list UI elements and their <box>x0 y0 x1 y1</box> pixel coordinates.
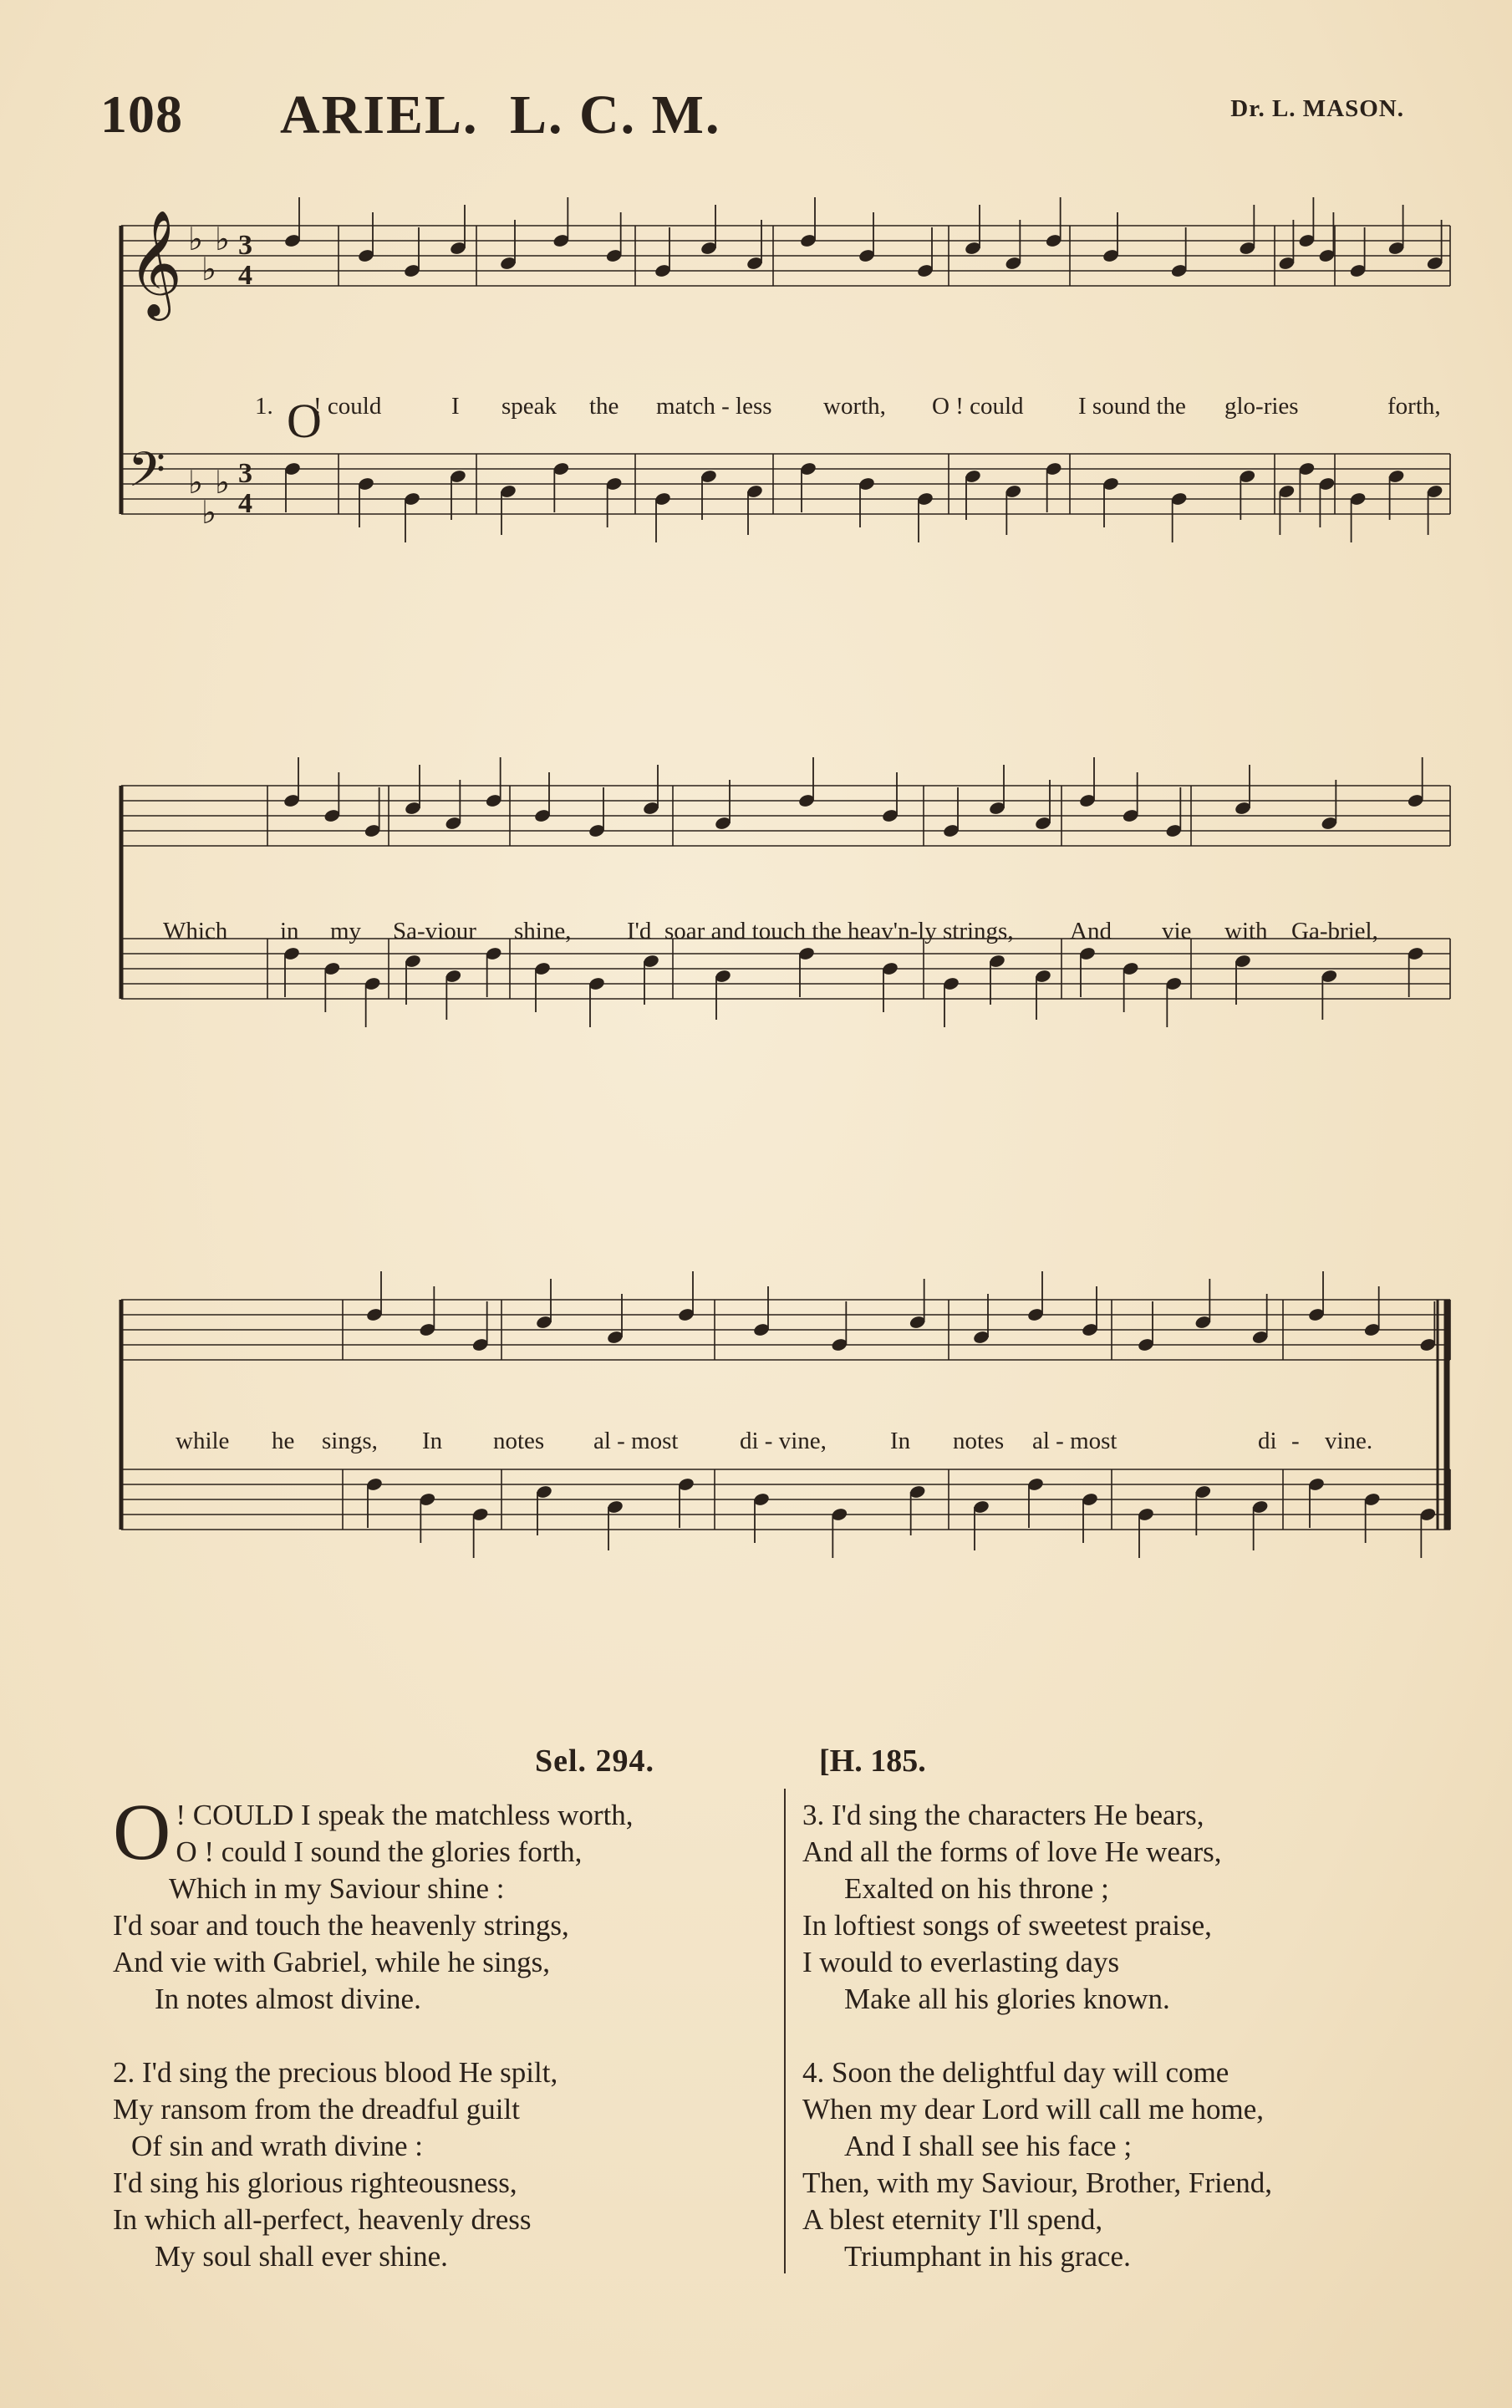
lyric-word: speak <box>501 393 557 420</box>
flat-icon: ♭ <box>201 250 216 288</box>
lyric-word: 1. <box>255 393 273 420</box>
stanza-column-left <box>113 1787 773 2312</box>
stanza-line: Exalted on his throne ; <box>844 1872 1109 1905</box>
stanza-line: Of sin and wrath divine : <box>131 2130 423 2162</box>
lyric-line-3 <box>113 1428 1459 1469</box>
stanza-line: A blest eternity I'll spend, <box>802 2203 1103 2236</box>
music-system-2 <box>113 736 1459 1120</box>
stanza-line: And all the forms of love He wears, <box>802 1835 1222 1868</box>
stanza-line: O ! could I sound the glories forth, <box>176 1835 583 1868</box>
stanza-2 <box>113 2054 773 2275</box>
stanza-line: When my dear Lord will call me home, <box>802 2093 1265 2125</box>
stanza-line: Triumphant in his grace. <box>844 2240 1131 2273</box>
selection-number: Sel. 294. <box>535 1744 655 1779</box>
time-signature-bottom: 4 <box>238 488 252 519</box>
stanza-line: In loftiest songs of sweetest praise, <box>802 1909 1212 1942</box>
lyric-word: shine, <box>514 918 572 944</box>
lyric-word: O ! could <box>932 393 1024 420</box>
lyric-word: di - vine, <box>740 1428 827 1454</box>
stanza-4 <box>802 2054 1463 2275</box>
stanza-line: 3. I'd sing the characters He bears, <box>802 1799 1204 1831</box>
stanza-line: In notes almost divine. <box>155 1983 421 2015</box>
time-signature-top: 3 <box>238 458 252 489</box>
lyric-word: ! could <box>313 393 382 420</box>
lyric-word: notes <box>953 1428 1005 1454</box>
lyric-word: the <box>589 393 619 420</box>
lyric-word: with <box>1224 918 1268 944</box>
stanza-line: And vie with Gabriel, while he sings, <box>113 1946 550 1978</box>
time-signature-bottom: 4 <box>238 260 252 291</box>
stanza-line: In which all-perfect, heavenly dress <box>113 2203 532 2236</box>
composer: Dr. L. MASON. <box>1230 95 1404 122</box>
stanza-3 <box>802 1797 1463 2018</box>
lyric-word: vine. <box>1325 1428 1373 1454</box>
stanza-line: 4. Soon the delightful day will come <box>802 2056 1229 2089</box>
column-divider <box>784 1789 786 2273</box>
lyric-word: O <box>287 394 322 448</box>
music-system-3 <box>113 1254 1459 1655</box>
stanza-line: My ransom from the dreadful guilt <box>113 2093 520 2125</box>
lyric-word: And <box>1070 918 1112 944</box>
stanza-line: Make all his glories known. <box>844 1983 1170 2015</box>
lyric-word: sings, <box>322 1428 378 1454</box>
lyric-word: Which <box>163 918 228 944</box>
lyric-word: al - most <box>1032 1428 1117 1454</box>
lyric-word: In <box>890 1428 911 1454</box>
lyric-word: notes <box>493 1428 545 1454</box>
stanza-line: And I shall see his face ; <box>844 2130 1133 2162</box>
lyric-word: Sa-viour <box>393 918 476 944</box>
lyric-word: In <box>422 1428 443 1454</box>
lyric-word: Ga-briel, <box>1291 918 1378 944</box>
flat-icon: ♭ <box>188 463 203 501</box>
stanza-line: I'd sing his glorious righteousness, <box>113 2166 517 2199</box>
stanza-line: I'd soar and touch the heavenly strings, <box>113 1909 569 1942</box>
treble-clef-icon: 𝄞 <box>128 209 183 316</box>
flat-icon: ♭ <box>215 220 230 257</box>
hymnbook-reference: [H. 185. <box>819 1744 926 1779</box>
lyric-word: al - most <box>593 1428 679 1454</box>
stanza-column-right <box>802 1797 1463 2312</box>
lyric-word: match - less <box>656 393 772 420</box>
flat-icon: ♭ <box>188 220 203 257</box>
tune-title: ARIEL. <box>280 84 479 145</box>
meter: L. C. M. <box>510 84 721 145</box>
music-system-1 <box>113 184 1459 619</box>
lyric-word: I <box>451 393 460 420</box>
flat-icon: ♭ <box>215 463 230 501</box>
stanza-line: I would to everlasting days <box>802 1946 1120 1978</box>
lyric-word: vie <box>1162 918 1192 944</box>
stanza-line: ! COULD I speak the matchless worth, <box>176 1799 634 1831</box>
page-number: 108 <box>100 84 183 144</box>
lyric-word: he <box>272 1428 295 1454</box>
lyric-word: worth, <box>823 393 886 420</box>
lyric-word: I'd <box>627 918 652 944</box>
lyric-line-2 <box>113 918 1459 960</box>
lyric-word: glo-ries <box>1224 393 1299 420</box>
time-signature-top: 3 <box>238 230 252 261</box>
lyric-word: my <box>330 918 362 944</box>
lyric-word: I sound the <box>1078 393 1186 420</box>
page-header <box>100 84 1404 150</box>
lyric-line-1 <box>113 393 1459 448</box>
stanza-1 <box>113 1787 773 2018</box>
lyric-word: forth, <box>1387 393 1441 420</box>
flat-icon: ♭ <box>201 493 216 531</box>
bass-clef-icon: 𝄢 <box>128 441 166 510</box>
lyric-word: while <box>176 1428 230 1454</box>
stanza-line: 2. I'd sing the precious blood He spilt, <box>113 2056 558 2089</box>
stanza-line: Which in my Saviour shine : <box>169 1872 505 1905</box>
lyric-word: soar and touch the heav'n-ly strings, <box>664 918 1014 944</box>
drop-cap: O <box>113 1787 171 1876</box>
lyric-word: di <box>1258 1428 1277 1454</box>
lyric-word: - <box>1291 1428 1300 1454</box>
stanza-line: Then, with my Saviour, Brother, Friend, <box>802 2166 1272 2199</box>
lyric-word: in <box>280 918 299 944</box>
stanza-line: My soul shall ever shine. <box>155 2240 448 2273</box>
